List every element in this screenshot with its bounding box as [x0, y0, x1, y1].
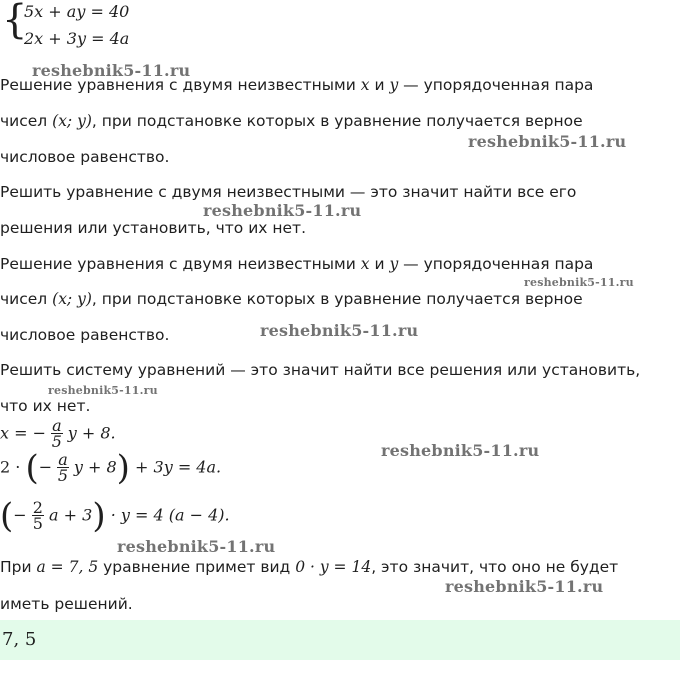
paragraph-3-line-1: Решение уравнения с двумя неизвестными x и y — упорядоченная пара: [0, 255, 594, 273]
watermark: reshebnik5-11.ru: [260, 321, 419, 340]
math-line-1: x = − $\frac{a}{5}$ y + 8.: [0, 416, 116, 451]
watermark: reshebnik5-11.ru: [468, 132, 627, 151]
paragraph-4-line-2: что их нет.: [0, 397, 91, 415]
watermark: reshebnik5-11.ru: [381, 441, 540, 460]
watermark: reshebnik5-11.ru: [524, 276, 634, 289]
watermark: reshebnik5-11.ru: [32, 61, 191, 80]
answer-value: 7, 5: [2, 629, 37, 650]
paragraph-2-line-2: решения или установить, что их нет.: [0, 219, 306, 237]
paragraph-1-line-3: числовое равенство.: [0, 148, 170, 166]
math-line-3: (− $\frac{2}{5}$ a + 3) · y = 4 (a − 4).: [0, 496, 230, 536]
paragraph-1-line-1: Решение уравнения с двумя неизвестными x и y — упорядоченная пара: [0, 76, 594, 94]
math-line-2: 2 · (− $\frac{a}{5}$ y + 8) + 3y = 4a.: [0, 448, 222, 488]
system-equation-1: 5x + ay = 40: [24, 2, 130, 21]
system-brace: {: [2, 0, 28, 43]
paragraph-3-line-3: числовое равенство.: [0, 326, 170, 344]
watermark: reshebnik5-11.ru: [48, 384, 158, 397]
watermark: reshebnik5-11.ru: [203, 201, 362, 220]
watermark: reshebnik5-11.ru: [445, 577, 604, 596]
watermark: reshebnik5-11.ru: [117, 537, 276, 556]
paragraph-2-line-1: Решить уравнение с двумя неизвестными — это значит найти все его: [0, 183, 577, 201]
paragraph-4-line-1: Решить систему уравнений — это значит найти все решения или установить,: [0, 361, 641, 379]
conclusion-line-2: иметь решений.: [0, 595, 133, 613]
answer-box: [0, 620, 680, 660]
system-equation-2: 2x + 3y = 4a: [24, 29, 130, 48]
paragraph-3-line-2: чисел (x; y), при подстановке которых в уравнение получается верное: [0, 290, 583, 308]
paragraph-1-line-2: чисел (x; y), при подстановке которых в уравнение получается верное: [0, 112, 583, 130]
conclusion-line-1: При a = 7, 5 уравнение примет вид 0 · y = 14, это значит, что оно не будет: [0, 558, 619, 576]
